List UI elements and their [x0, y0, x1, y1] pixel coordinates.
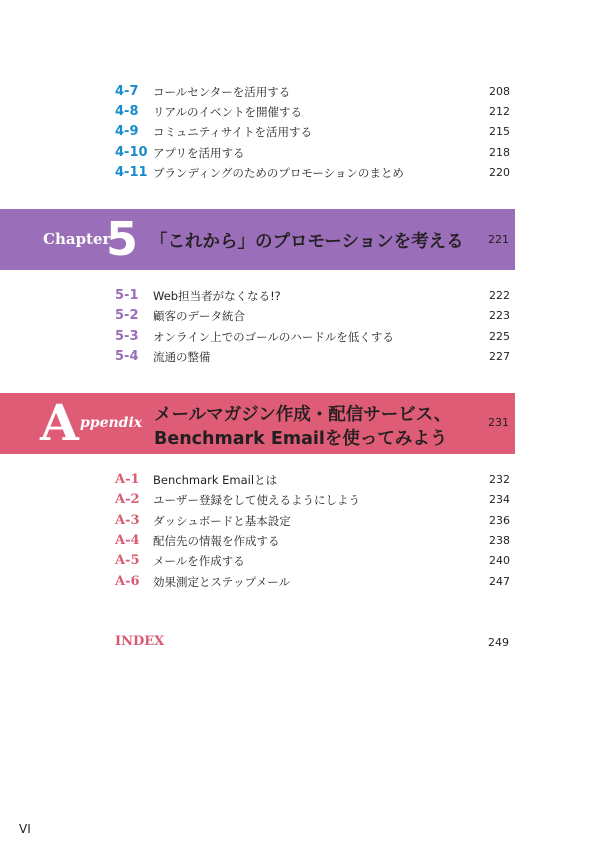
toc-entry-a-2 [115, 490, 510, 510]
appendix-page-number: 231 [488, 416, 509, 429]
page-number: 222 [489, 289, 510, 302]
page-number: 212 [489, 105, 510, 118]
appendix-title-line-1: メールマガジン作成・配信サービス、 [154, 405, 452, 425]
toc-entry-5-2 [115, 306, 510, 326]
section-title: リアルのイベントを開催する [153, 105, 303, 119]
toc-entry-a-3 [115, 511, 510, 531]
toc-entry-a-5 [115, 551, 510, 571]
section-number: 4-11 [115, 165, 148, 180]
toc-entry-4-10 [115, 143, 510, 163]
section-number: A-6 [115, 574, 140, 589]
page-number: 227 [489, 350, 510, 363]
chapter-title: 「これから」のプロモーションを考える [150, 232, 464, 252]
section-title: オンライン上でのゴールのハードルを低くする [153, 330, 394, 344]
toc-entry-4-8 [115, 102, 510, 122]
toc-entry-a-4 [115, 531, 510, 551]
chapter-page-number: 221 [488, 233, 509, 246]
section-title: 配信先の情報を作成する [153, 534, 280, 548]
toc-entry-4-11 [115, 163, 510, 183]
section-number: A-4 [115, 533, 140, 548]
section-number: 4-8 [115, 104, 139, 119]
section-number: A-3 [115, 513, 140, 528]
toc-entry-4-9 [115, 122, 510, 142]
section-title: コールセンターを活用する [153, 85, 291, 99]
section-number: A-5 [115, 553, 140, 568]
folio-page-number: VI [19, 822, 31, 836]
section-title: 流通の整備 [153, 350, 211, 364]
chapter-number: 5 [106, 212, 139, 266]
section-title: ダッシュボードと基本設定 [153, 514, 291, 528]
appendix-title-line-2: Benchmark Emailを使ってみよう [154, 429, 448, 449]
section-number: 5-2 [115, 308, 139, 323]
page-number: 247 [489, 575, 510, 588]
section-title: ブランディングのためのプロモーションのまとめ [153, 166, 404, 180]
section-title: 顧客のデータ統合 [153, 309, 245, 323]
index-label: INDEX [115, 634, 165, 649]
page-number: 215 [489, 125, 510, 138]
page-number: 218 [489, 146, 510, 159]
toc-entry-5-3 [115, 327, 510, 347]
page-number: 208 [489, 85, 510, 98]
chapter-label: Chapter [43, 230, 111, 248]
section-number: 4-7 [115, 84, 139, 99]
section-title: ユーザー登録をして使えるようにしよう [153, 493, 360, 507]
section-number: 5-3 [115, 329, 139, 344]
appendix-letter: A [40, 393, 79, 452]
index-page-number: 249 [488, 636, 509, 649]
section-title: アプリを活用する [153, 146, 245, 160]
toc-entry-a-6 [115, 572, 510, 592]
section-number: 4-10 [115, 145, 148, 160]
page-number: 240 [489, 554, 510, 567]
page-number: 238 [489, 534, 510, 547]
appendix-label: ppendix [80, 415, 143, 431]
section-number: 5-4 [115, 349, 139, 364]
section-title: コミュニティサイトを活用する [153, 125, 313, 139]
section-title: Web担当者がなくなる!? [153, 289, 281, 303]
section-number: A-2 [115, 492, 140, 507]
page-number: 220 [489, 166, 510, 179]
page-number: 234 [489, 493, 510, 506]
page-number: 225 [489, 330, 510, 343]
page-number: 236 [489, 514, 510, 527]
page-number: 232 [489, 473, 510, 486]
toc-entry-4-7 [115, 82, 510, 102]
toc-entry-5-4 [115, 347, 510, 367]
section-number: 5-1 [115, 288, 139, 303]
page-number: 223 [489, 309, 510, 322]
toc-entry-5-1 [115, 286, 510, 306]
section-title: 効果測定とステップメール [153, 575, 291, 589]
toc-entry-a-1 [115, 470, 510, 490]
section-number: 4-9 [115, 124, 139, 139]
section-title: Benchmark Emailとは [153, 473, 278, 487]
section-number: A-1 [115, 472, 140, 487]
section-title: メールを作成する [153, 554, 245, 568]
